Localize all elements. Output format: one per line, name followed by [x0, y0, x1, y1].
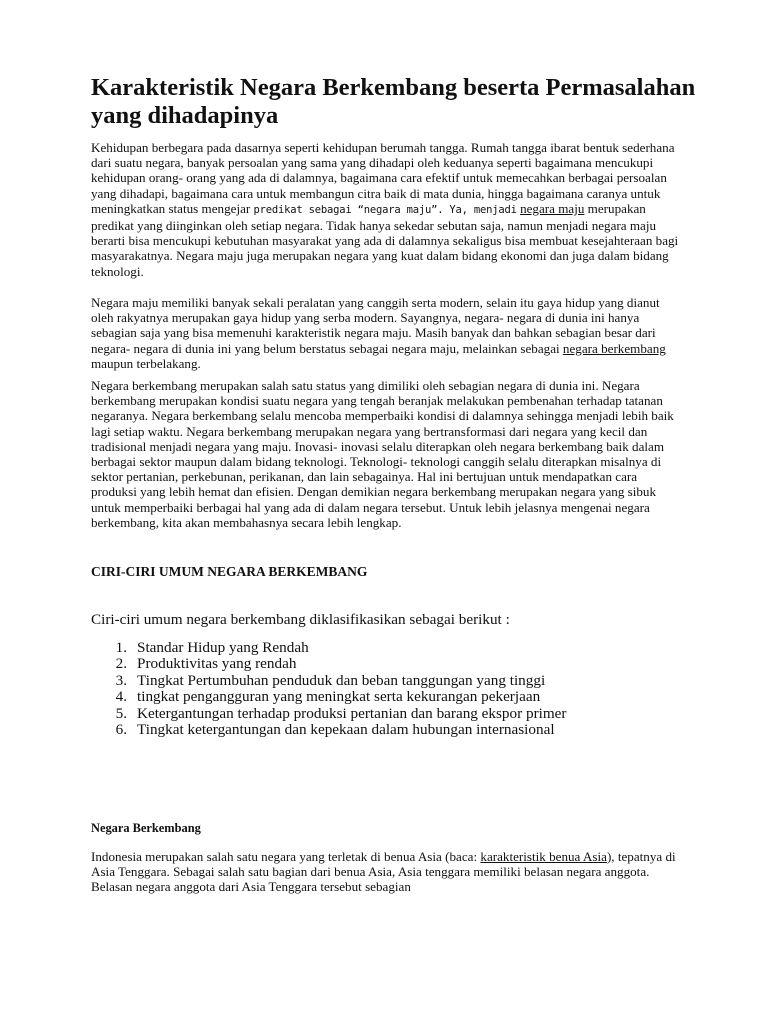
- paragraph-text-mono: predikat sebagai “negara maju”. Ya, menjadi: [253, 203, 517, 216]
- list-number: 1.: [115, 639, 127, 656]
- paragraph-text: Negara maju memiliki banyak sekali peralatan yang canggih serta modern, selain itu gaya hidup yang dianut oleh rakyatnya merupakan gaya hidup yang serba modern. Sayangnya, negara- negara di dunia ini hanya sebagian saja yang bisa memenuhi karakteristik negara maju. Masih banyak dan bahkan sebagian besar dari negara- negara di dunia ini yang belum berstatus sebagai negara maju, melainkan sebagai: [91, 295, 660, 356]
- list-item: [91, 673, 691, 689]
- list-intro: Ciri-ciri umum negara berkembang diklasifikasikan sebagai berikut :: [91, 611, 510, 628]
- link-karakteristik-benua-asia[interactable]: karakteristik benua Asia: [480, 849, 607, 864]
- list-text: Tingkat ketergantungan dan kepekaan dalam hubungan internasional: [137, 721, 555, 739]
- list-text: Standar Hidup yang Rendah: [137, 639, 309, 656]
- list-number: 5.: [115, 704, 127, 722]
- characteristics-list: [91, 640, 691, 738]
- list-item: [91, 656, 691, 672]
- paragraph-negara-maju: [91, 295, 681, 371]
- list-item: [91, 689, 691, 705]
- list-item: [91, 640, 691, 656]
- list-text: Produktivitas yang rendah: [137, 655, 297, 673]
- list-number: 6.: [115, 721, 127, 739]
- list-text: Tingkat Pertumbuhan penduduk dan beban tanggungan yang tinggi: [137, 671, 546, 689]
- paragraph-text: Kehidupan berbegara pada dasarnya seperti kehidupan berumah tangga. Rumah tangga ibarat bentuk sederhana dari suatu negara, banyak persoalan yang sama yang dihadapi oleh keduanya seperti bagaimana mencukupi kehidupan orang- orang yang ada di dalamnya, bagaimana cara efektif untuk memecahkan berbagai persoalan yang dihadapi, bagaimana cara untuk membangun citra baik di mata dunia, hingga bagaimana caranya untuk meningkatkan status mengejar: [91, 140, 675, 216]
- list-number: 2.: [115, 655, 127, 673]
- section-heading: CIRI-CIRI UMUM NEGARA BERKEMBANG: [91, 564, 368, 579]
- subheading-negara-berkembang: Negara Berkembang: [91, 821, 201, 835]
- paragraph-intro: [91, 140, 681, 279]
- paragraph-text: Indonesia merupakan salah satu negara yang terletak di benua Asia (baca:: [91, 849, 481, 864]
- paragraph-indonesia: [91, 849, 681, 895]
- paragraph-text: ), tepatnya di Asia Tenggara. Sebagai salah satu bagian dari benua Asia, Asia tenggara memiliki belasan negara anggota. Belasan negara anggota dari Asia Tenggara tersebut sebagian: [91, 849, 676, 895]
- document-title: Karakteristik Negara Berkembang beserta Permasalahan yang dihadapinya: [91, 74, 696, 129]
- link-negara-maju[interactable]: negara maju: [520, 200, 585, 216]
- list-text: tingkat pengangguran yang meningkat serta kekurangan pekerjaan: [137, 688, 541, 706]
- list-text: Ketergantungan terhadap produksi pertanian dan barang ekspor primer: [137, 704, 567, 722]
- link-negara-berkembang[interactable]: negara berkembang: [562, 340, 666, 356]
- paragraph-negara-berkembang: Negara berkembang merupakan salah satu status yang dimiliki oleh sebagian negara di dunia ini. Negara berkembang merupakan kondisi suatu negara yang tengah beranjak melakukan pembenahan terhadap tatanan negaranya. Negara berkembang selalu mencoba memperbaiki kondisi di dalamnya sehingga menjadi lebih baik lagi setiap waktu. Negara berkembang merupakan negara yang bertransformasi dari negara yang kecil dan tradisional menjadi negara yang maju. Inovasi- inovasi selalu diterapkan oleh negara berkembang baik dalam berbagai sektor maupun dalam bidang teknologi. Teknologi- teknologi canggih selalu diterapkan misalnya di sektor pertanian, perkebunan, perikanan, dan lain sebagainya. Hal ini bertujuan untuk mendapatkan cara produksi yang lebih hemat dan efisien. Dengan demikian negara berkembang merupakan negara yang sibuk untuk memperbaiki berbagai hal yang ada di dalam negara tersebut. Untuk lebih jelasnya mengenai negara berkembang, kita akan membahasnya secara lebih lengkap.: [91, 378, 674, 530]
- list-item: [91, 706, 691, 722]
- list-item: [91, 722, 691, 738]
- list-number: 4.: [115, 688, 127, 706]
- list-number: 3.: [115, 671, 127, 689]
- paragraph-text: maupun terbelakang.: [91, 355, 201, 371]
- paragraph-text: merupakan predikat yang diinginkan oleh setiap negara. Tidak hanya sekedar sebutan saja, namun menjadi negara maju berarti bisa mencukupi kebutuhan masyarakat yang ada di dalamnya sekaligus bisa membuat kesejahteraan bagi masyarakatnya. Negara maju juga merupakan negara yang kuat dalam bidang ekonomi dan juga dalam bidang teknologi.: [91, 200, 679, 279]
